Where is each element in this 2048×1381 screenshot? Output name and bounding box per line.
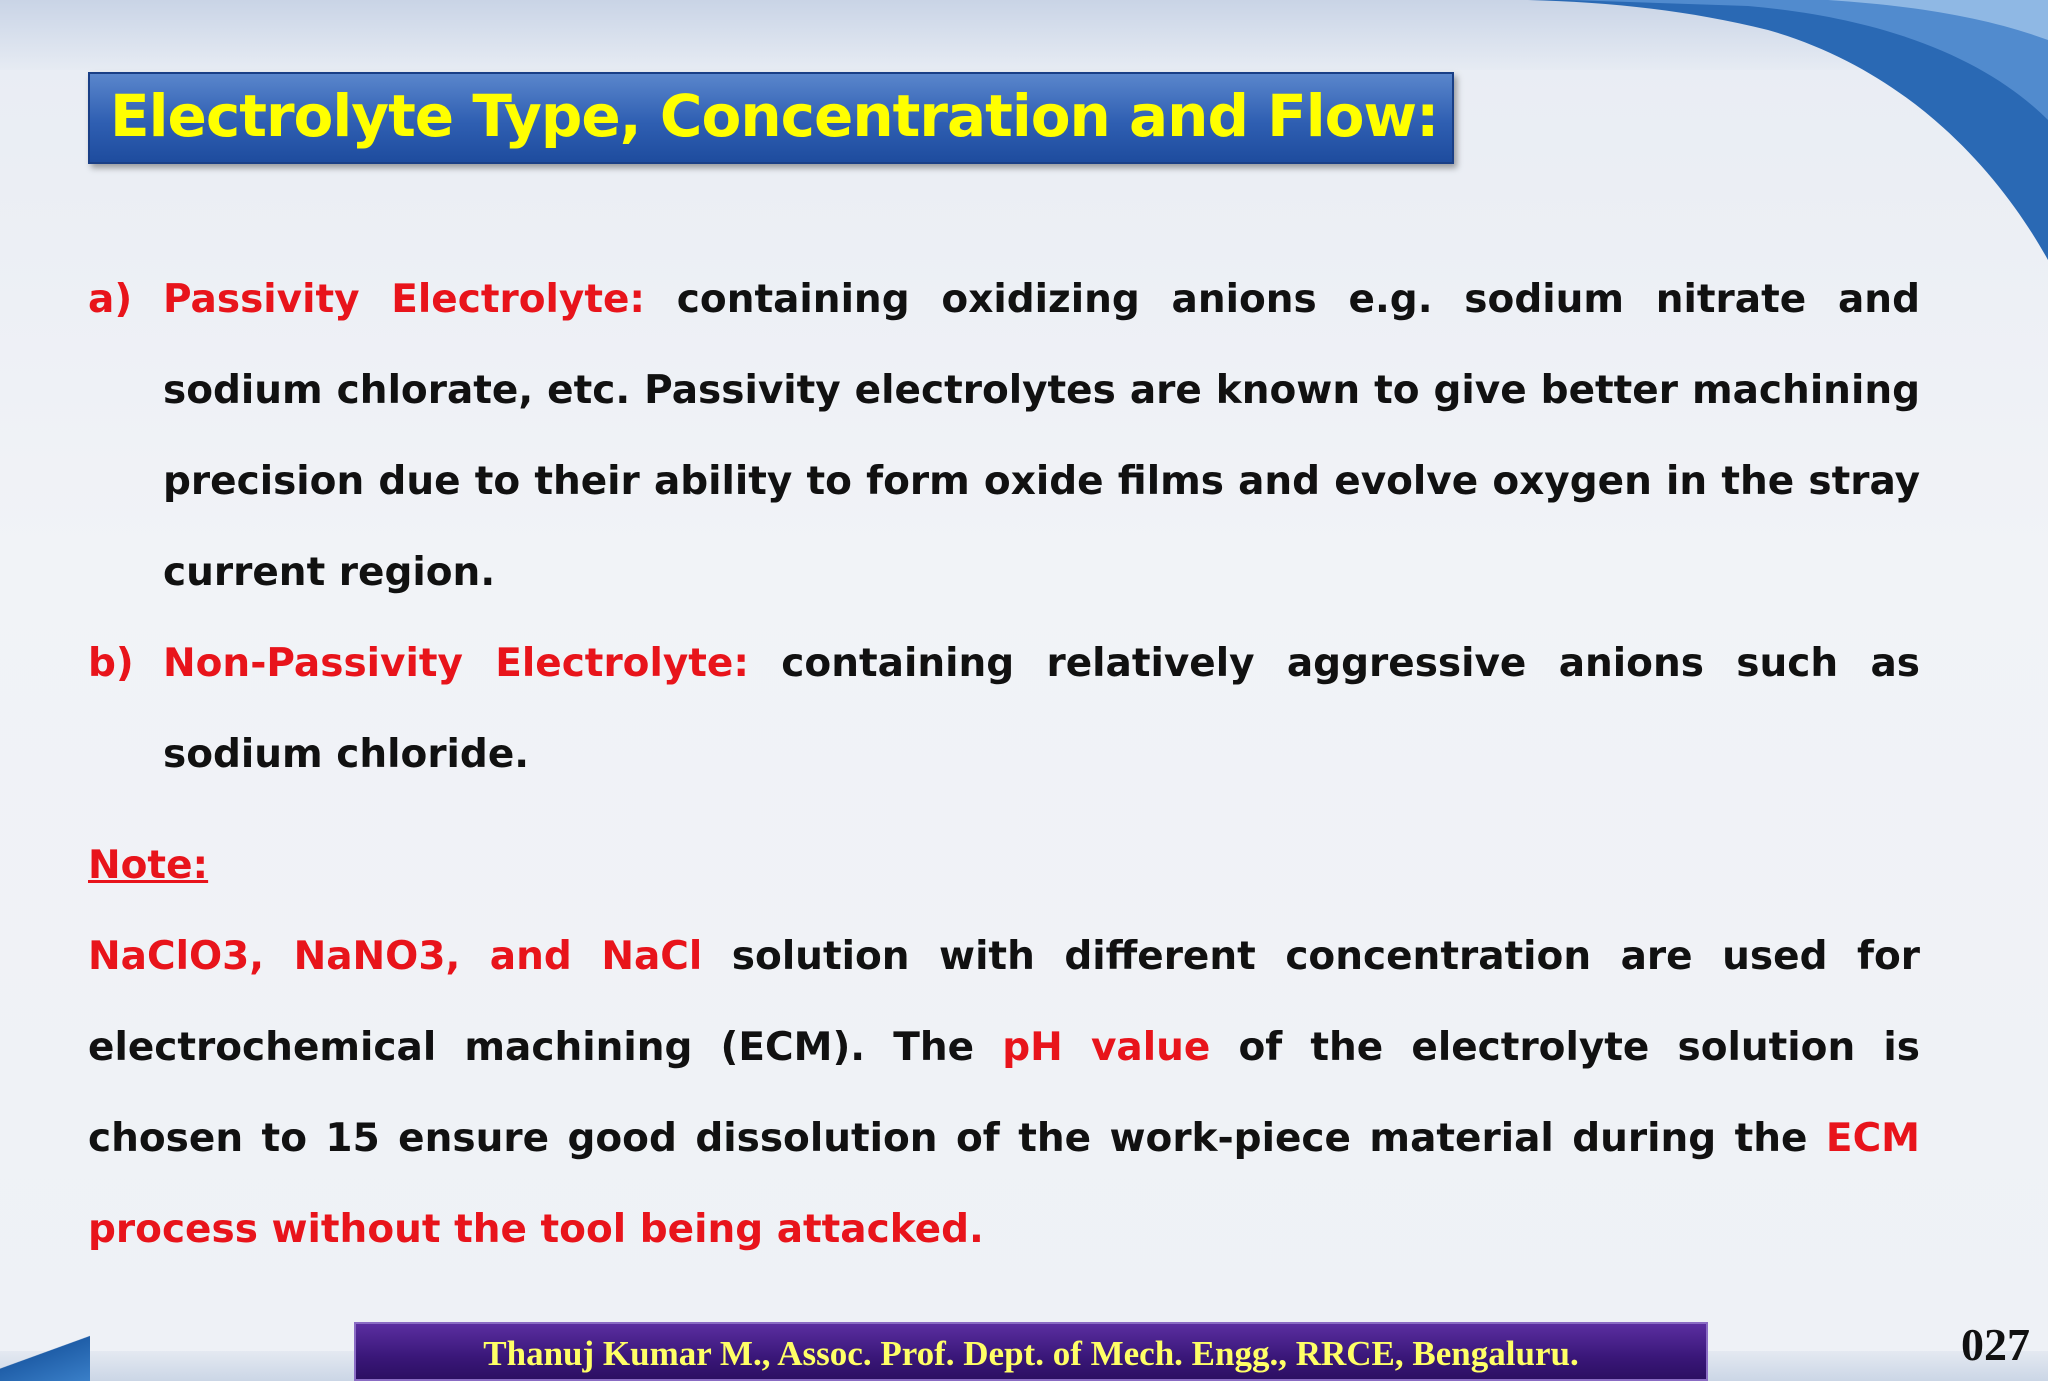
- slide-title-box: [88, 72, 1454, 164]
- note-text: solution with different concentration are used for electrochemical machining (ECM). The: [88, 934, 1921, 1070]
- list-marker: a): [88, 277, 133, 322]
- item-term: Non-Passivity Electrolyte:: [163, 641, 749, 686]
- note-body: [88, 911, 1920, 1275]
- item-text: containing relatively aggressive anions such as sodium chloride.: [163, 641, 1920, 777]
- footer-text: Thanuj Kumar M., Assoc. Prof. Dept. of Mech. Engg., RRCE, Bengaluru.: [483, 1334, 1579, 1373]
- note-emphasis-ph: pH value: [1002, 1025, 1211, 1070]
- footer-bar: [354, 1322, 1708, 1381]
- list-item: [88, 254, 1920, 618]
- list-marker: b): [88, 641, 134, 686]
- slide-title: Electrolyte Type, Concentration and Flow:: [110, 82, 1439, 150]
- slide-content: [88, 254, 1920, 1275]
- decorative-corner: [0, 1331, 90, 1381]
- item-text: containing oxidizing anions e.g. sodium nitrate and sodium chlorate, etc. Passivity electrolytes are known to give better machining precision due to their ability to form oxide films and evolve oxygen in the stray current region.: [163, 277, 1920, 595]
- item-term: Passivity Electrolyte:: [163, 277, 646, 322]
- page-number: 027: [1961, 1319, 2030, 1370]
- note-emphasis-compounds: NaClO3, NaNO3, and NaCl: [88, 934, 703, 979]
- note-heading: Note:: [88, 843, 209, 888]
- note-emphasis-process: ECM process without the tool being attacked.: [88, 1116, 1920, 1252]
- note-text: of the electrolyte solution is chosen to 15 ensure good dissolution of the work-piece material during the: [88, 1025, 1920, 1161]
- list-item: [88, 618, 1920, 800]
